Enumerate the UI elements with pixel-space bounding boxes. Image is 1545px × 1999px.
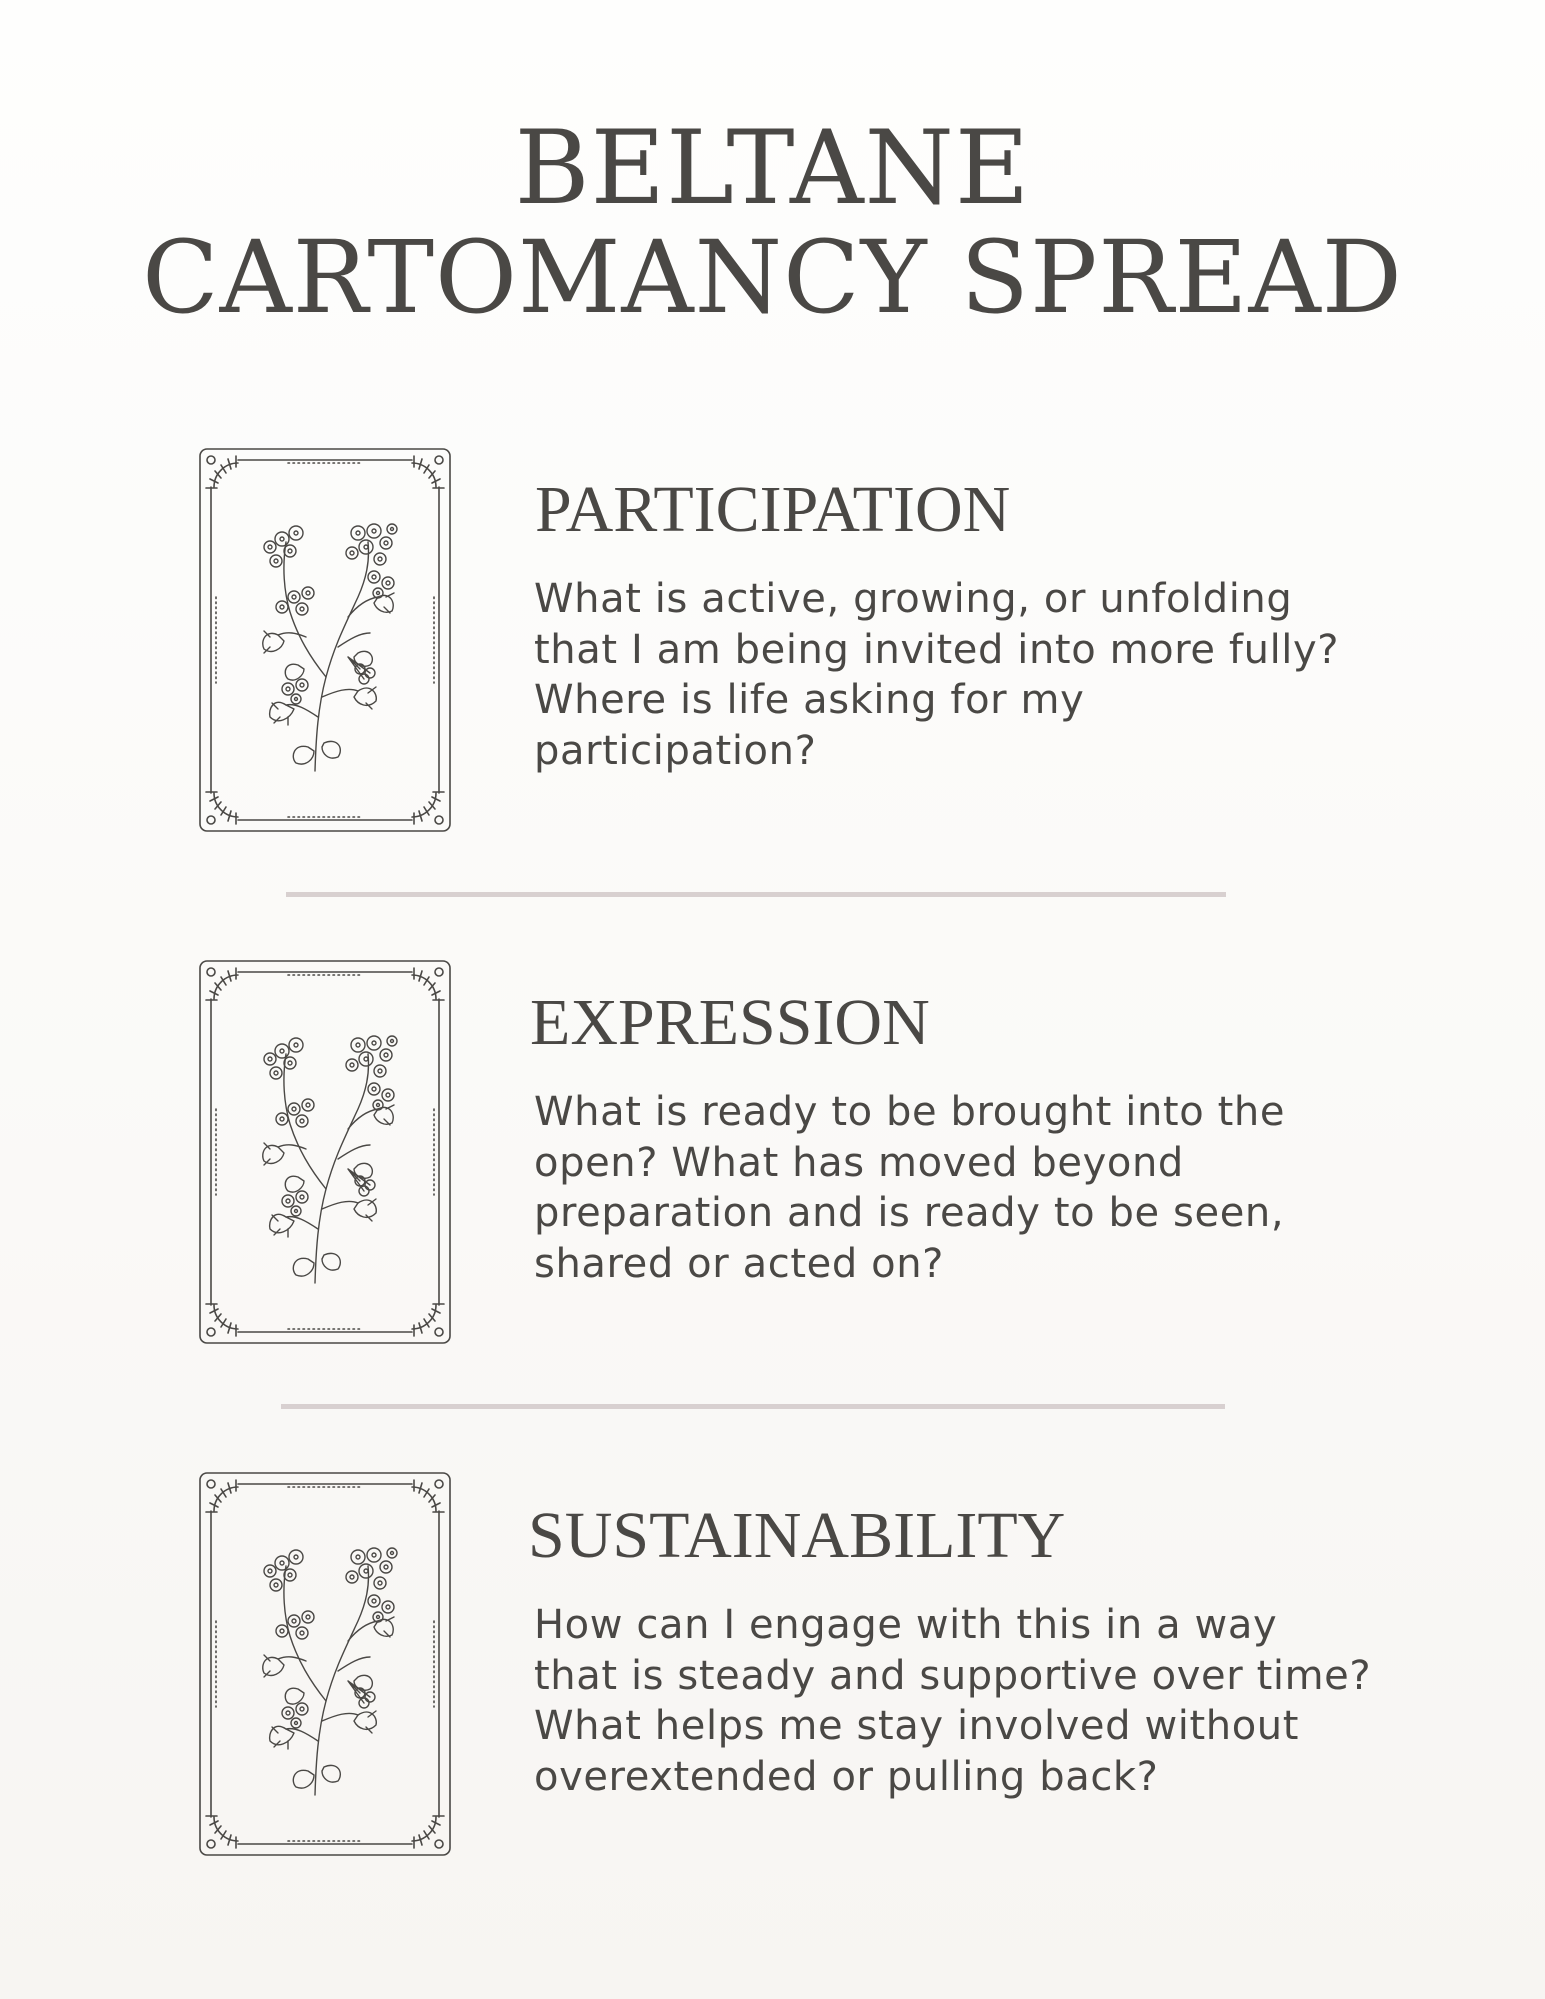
section-text-expression: What is ready to be brought into the open? What has moved beyond preparation and is ready to be seen, shared or acted on? <box>534 1089 1286 1287</box>
section-divider <box>281 1404 1225 1409</box>
hawthorn-card-icon <box>198 1471 452 1857</box>
section-text-participation: What is active, growing, or unfolding that I am being invited into more fully? Where is life asking for my participation? <box>534 576 1340 774</box>
hawthorn-card-icon <box>198 959 452 1345</box>
page-title-line-1: BELTANE <box>514 109 1031 228</box>
section-heading-sustainability: SUSTAINABILITY <box>528 1499 1066 1572</box>
page-title-line-2: CARTOMANCY SPREAD <box>142 219 1403 336</box>
section-text-sustainability: How can I engage with this in a way that is steady and supportive over time? What helps me stay involved without overextended or pulling back? <box>534 1602 1372 1800</box>
hawthorn-card-icon <box>198 447 452 833</box>
section-heading-expression: EXPRESSION <box>530 986 930 1059</box>
section-divider <box>286 892 1226 897</box>
section-heading-participation: PARTICIPATION <box>535 473 1011 546</box>
